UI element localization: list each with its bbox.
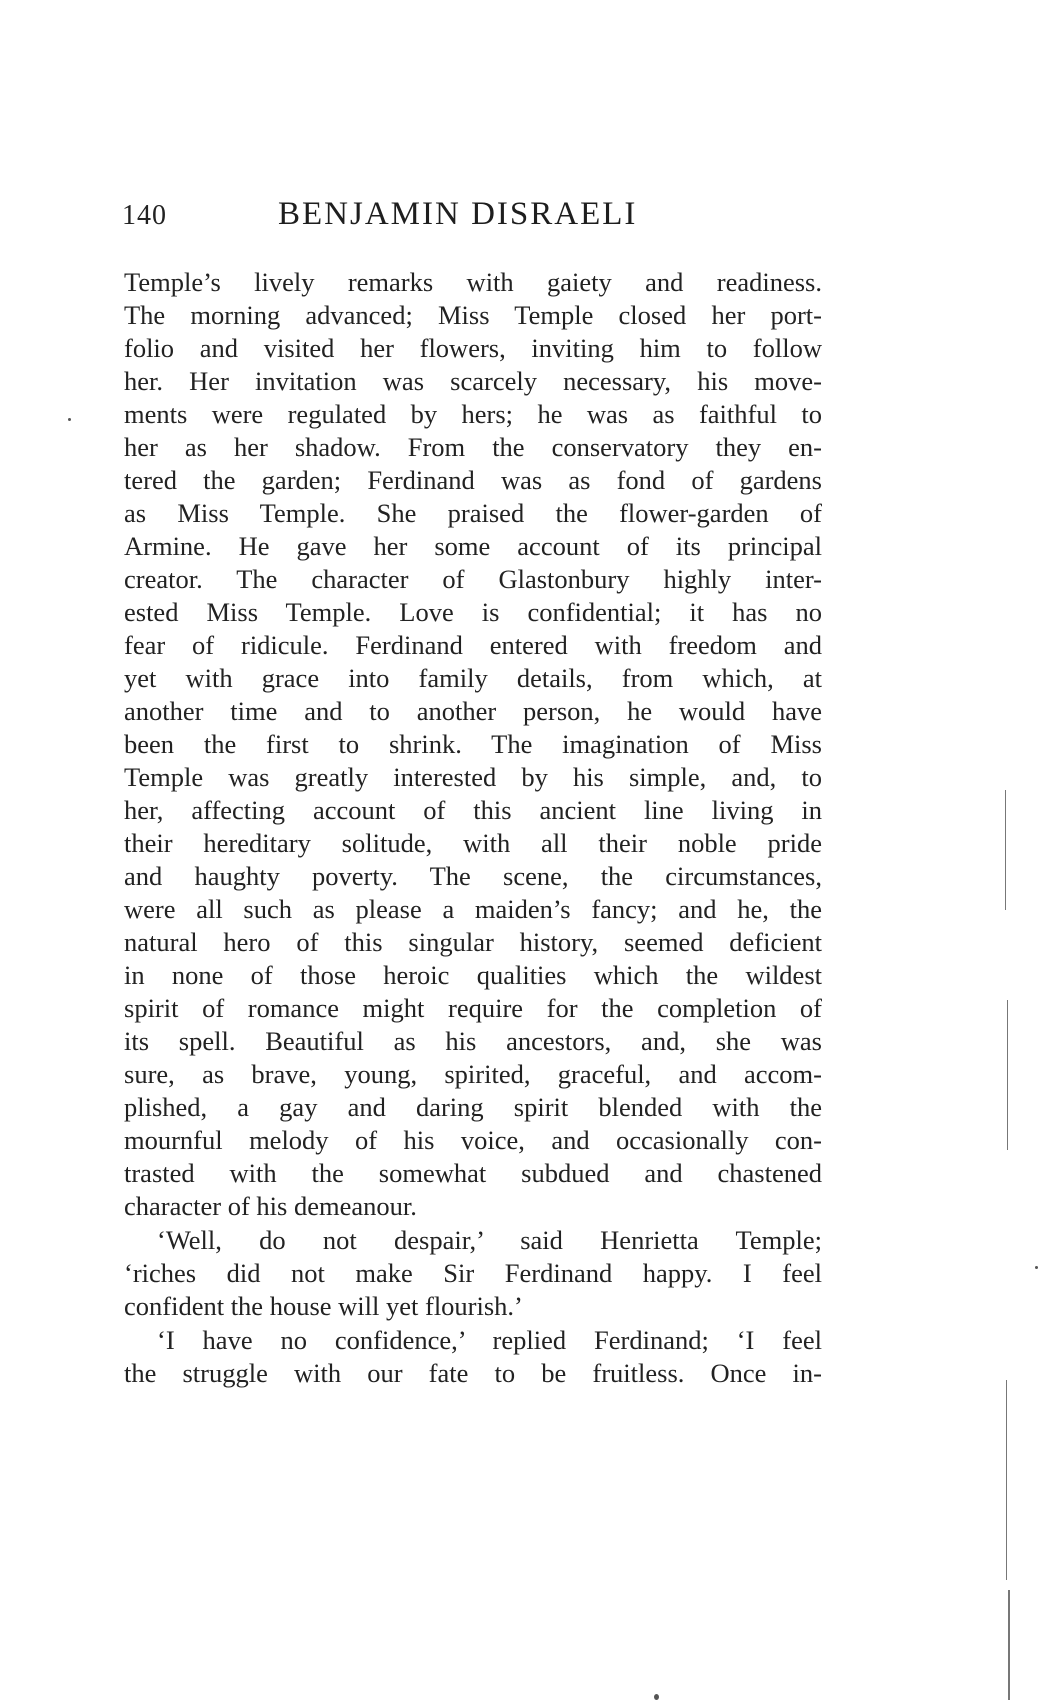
text-line: sure, as brave, young, spirited, graceful, and accom- xyxy=(124,1059,822,1089)
text-line: their hereditary solitude, with all their noble pride xyxy=(124,828,822,858)
text-line: and haughty poverty. The scene, the circumstances, xyxy=(124,861,822,891)
text-line: ‘Well, do not despair,’ said Henrietta Temple; xyxy=(157,1225,822,1255)
scan-mark xyxy=(1006,1380,1007,1580)
page-number: 140 xyxy=(122,200,167,231)
running-title: BENJAMIN DISRAELI xyxy=(278,196,638,232)
text-line: trasted with the somewhat subdued and chastened xyxy=(124,1158,822,1188)
text-line: natural hero of this singular history, seemed deficient xyxy=(124,927,822,957)
scan-speck xyxy=(68,418,71,421)
text-line: as Miss Temple. She praised the flower-garden of xyxy=(124,498,822,528)
text-line: character of his demeanour. xyxy=(124,1191,417,1221)
text-line: The morning advanced; Miss Temple closed her port- xyxy=(124,300,822,330)
paragraph-2 xyxy=(124,1224,822,1323)
text-line: her, affecting account of this ancient line living in xyxy=(124,795,822,825)
text-line: ‘I have no confidence,’ replied Ferdinand; ‘I feel xyxy=(157,1325,822,1355)
body-text xyxy=(124,266,822,1390)
text-line: her as her shadow. From the conservatory they en- xyxy=(124,432,822,462)
text-line: fear of ridicule. Ferdinand entered with freedom and xyxy=(124,630,822,660)
text-line: Temple was greatly interested by his simple, and, to xyxy=(124,762,822,792)
text-line: were all such as please a maiden’s fancy; and he, the xyxy=(124,894,822,924)
text-line: spirit of romance might require for the completion of xyxy=(124,993,822,1023)
text-line: in none of those heroic qualities which the wildest xyxy=(124,960,822,990)
scan-speck xyxy=(1035,1266,1038,1269)
scan-mark xyxy=(1007,1000,1008,1150)
text-line: yet with grace into family details, from which, at xyxy=(124,663,822,693)
text-line: Armine. He gave her some account of its principal xyxy=(124,531,822,561)
text-line: ‘riches did not make Sir Ferdinand happy. I feel xyxy=(124,1258,822,1288)
text-line: folio and visited her flowers, inviting him to follow xyxy=(124,333,822,363)
paragraph-3 xyxy=(124,1324,822,1390)
text-line: tered the garden; Ferdinand was as fond of gardens xyxy=(124,465,822,495)
text-line: confident the house will yet flourish.’ xyxy=(124,1291,523,1321)
text-line: its spell. Beautiful as his ancestors, and, she was xyxy=(124,1026,822,1056)
text-line: the struggle with our fate to be fruitless. Once in- xyxy=(124,1358,822,1388)
text-line: creator. The character of Glastonbury highly inter- xyxy=(124,564,822,594)
text-line: ested Miss Temple. Love is confidential; it has no xyxy=(124,597,822,627)
text-line: mournful melody of his voice, and occasionally con- xyxy=(124,1125,822,1155)
text-line: Temple’s lively remarks with gaiety and readiness. xyxy=(124,267,822,297)
running-head xyxy=(122,196,822,246)
text-line: plished, a gay and daring spirit blended with the xyxy=(124,1092,822,1122)
text-line: ments were regulated by hers; he was as faithful to xyxy=(124,399,822,429)
text-line: another time and to another person, he would have xyxy=(124,696,822,726)
scan-mark xyxy=(1005,790,1006,910)
text-line: her. Her invitation was scarcely necessary, his move- xyxy=(124,366,822,396)
text-line: been the first to shrink. The imagination of Miss xyxy=(124,729,822,759)
scan-mark xyxy=(1008,1590,1010,1700)
scan-speck xyxy=(654,1694,659,1700)
paragraph-1 xyxy=(124,266,822,1223)
